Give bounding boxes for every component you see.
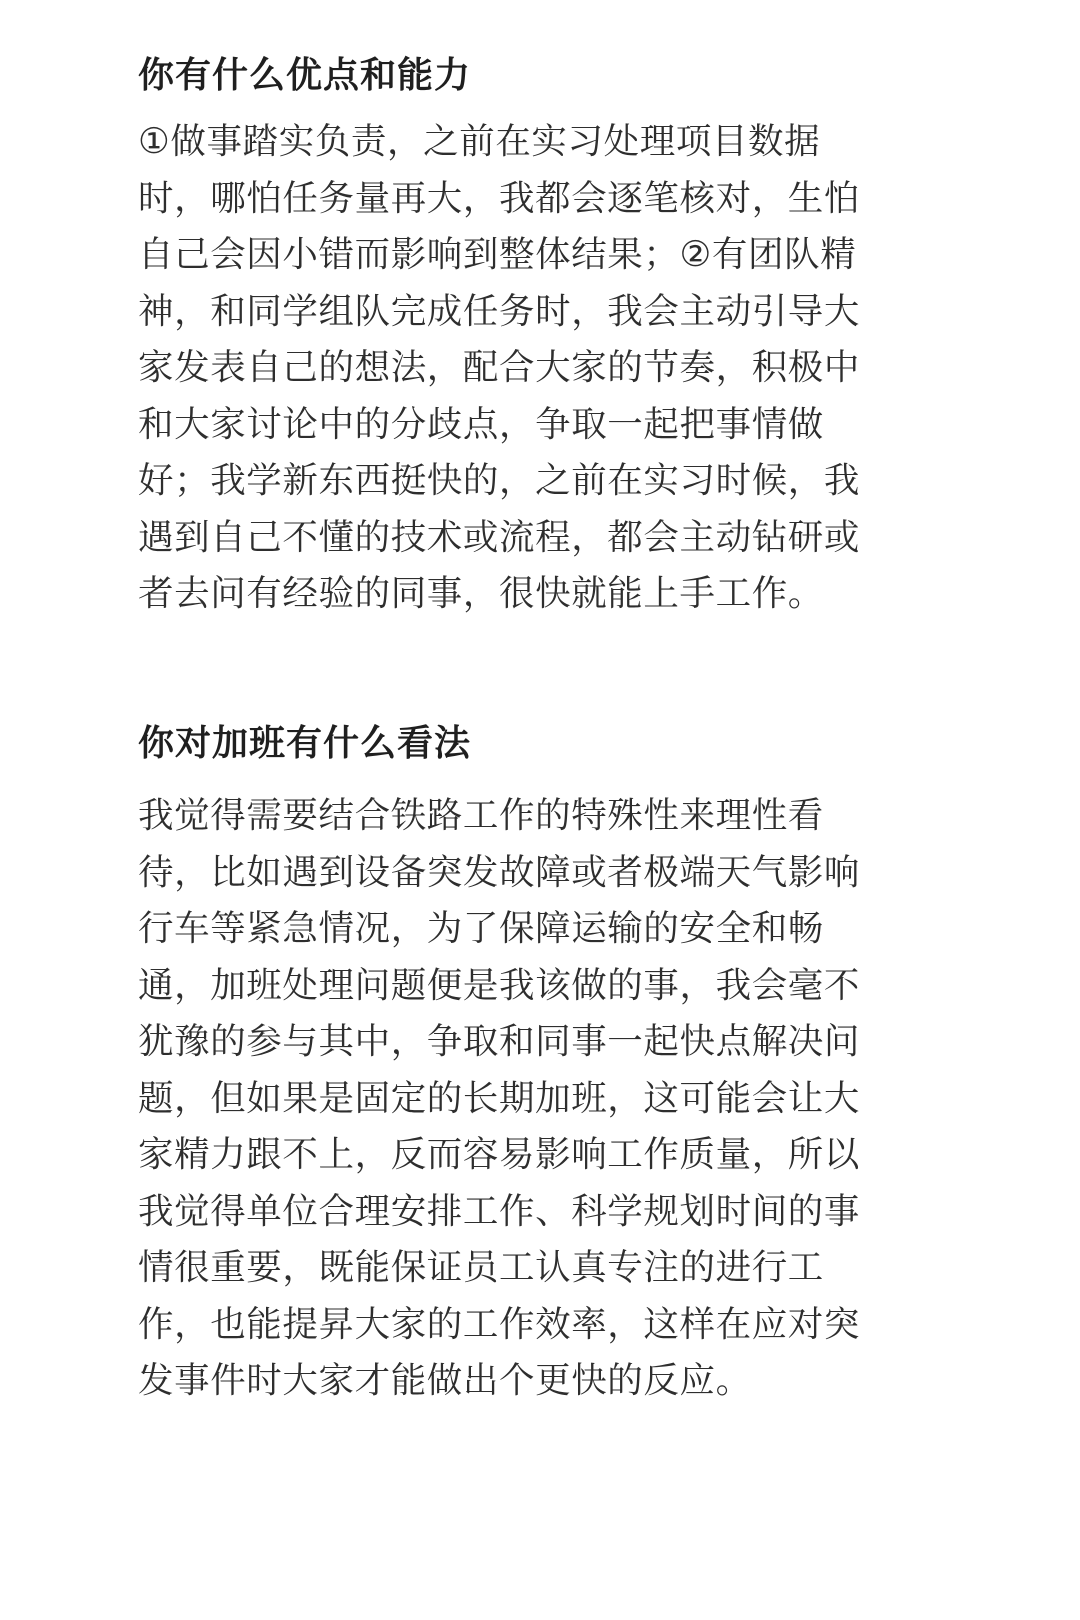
- paragraph-line: 通，加班处理问题便是我该做的事，我会毫不: [138, 964, 861, 1006]
- section-paragraph: [138, 788, 938, 1410]
- section-heading: 你对加班有什么看法: [138, 723, 472, 764]
- section-paragraph: [138, 114, 938, 623]
- paragraph-line: 发事件时大家才能做出个更快的反应。: [138, 1360, 752, 1401]
- paragraph-line: 自己会因小错而影响到整体结果；②有团队精: [138, 234, 857, 275]
- section-heading: 你有什么优点和能力: [138, 55, 472, 96]
- paragraph-line: 家发表自己的想法，配合大家的节奏，积极中: [138, 347, 861, 388]
- paragraph-line: 者去问有经验的同事，很快就能上手工作。: [138, 573, 824, 614]
- paragraph-line: 行车等紧急情况，为了保障运输的安全和畅: [138, 908, 824, 949]
- paragraph-line: 和大家讨论中的分歧点，争取一起把事情做: [138, 403, 824, 445]
- paragraph-line: 作，也能提昇大家的工作效率，这样在应对突: [138, 1303, 861, 1345]
- paragraph-line: 情很重要，既能保证员工认真专注的进行工: [138, 1247, 824, 1288]
- paragraph-line: 我觉得需要结合铁路工作的特殊性来理性看: [138, 795, 824, 836]
- section-strengths: [138, 46, 938, 623]
- paragraph-line: ①做事踏实负责，之前在实习处理项目数据: [138, 121, 821, 162]
- paragraph-line: 时，哪怕任务量再大，我都会逐笔核对，生怕: [138, 177, 861, 219]
- paragraph-line: 神，和同学组队完成任务时，我会主动引导大: [138, 290, 861, 332]
- paragraph-line: 家精力跟不上，反而容易影响工作质量，所以: [138, 1134, 861, 1175]
- section-overtime: [138, 714, 938, 1410]
- paragraph-line: 题，但如果是固定的长期加班，这可能会让大: [138, 1077, 861, 1119]
- paragraph-line: 我觉得单位合理安排工作、科学规划时间的事: [138, 1190, 861, 1232]
- paragraph-line: 待，比如遇到设备突发故障或者极端天气影响: [138, 851, 861, 893]
- paragraph-line: 好；我学新东西挺快的，之前在实习时候，我: [138, 460, 861, 501]
- paragraph-line: 犹豫的参与其中，争取和同事一起快点解决问: [138, 1021, 861, 1062]
- paragraph-line: 遇到自己不懂的技术或流程，都会主动钻研或: [138, 516, 861, 558]
